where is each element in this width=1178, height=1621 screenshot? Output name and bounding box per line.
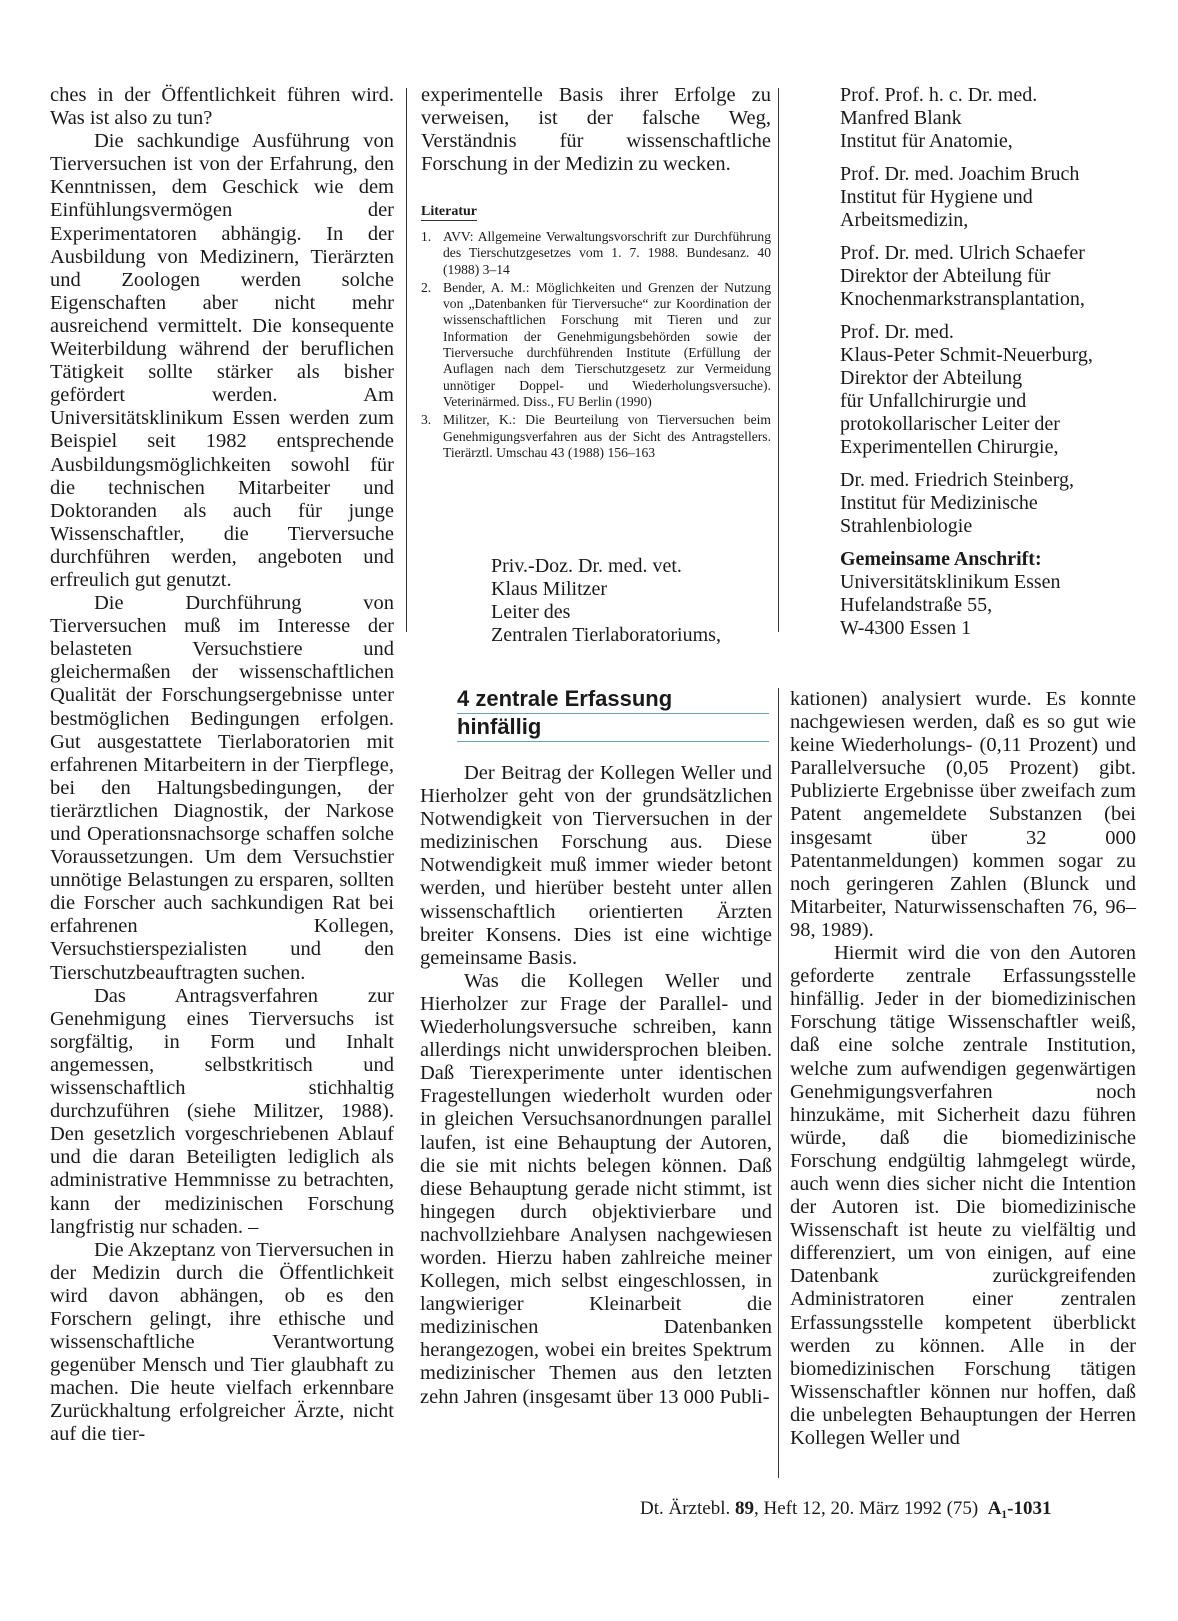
article-column-3 [790, 688, 1136, 1450]
author-block: Prof. Dr. med. Ulrich Schaefer Direktor der Abteilung für Knochenmarkstransplantation, [840, 242, 1085, 310]
paragraph: experimentelle Basis ihrer Erfolge zu verweisen, ist der falsche Weg, Verständnis für wissenschaftliche Forschung in der Medizin zu wecken. [421, 84, 771, 176]
page-footer: Dt. Ärztebl. 89, Heft 12, 20. März 1992 (75) A₁-1031 [640, 1498, 1052, 1519]
column-divider [406, 88, 407, 632]
author-signature: Priv.-Doz. Dr. med. vet. Klaus Militzer Leiter des Zentralen Tierlaboratoriums, [491, 555, 721, 646]
column-2-top-text [421, 84, 771, 176]
author-block: Prof. Dr. med. Klaus-Peter Schmit-Neuerburg, Direktor der Abteilung für Unfallchirurgie und protokollarischer Leiter der Experimentellen Chirurgie, [840, 321, 1093, 458]
literature-item: 2. Bender, A. M.: Möglichkeiten und Grenzen der Nutzung von „Datenbanken für Tierversuche“ zur Koordination der wissenschaftlichen Forschung mit Tieren und zur Information der Genehmigungsbehörden sowie der Tierversuche durchführenden Institute (Erfüllung der Auflagen nach dem Tierschutzgesetz zur Vermeidung unnötiger Doppel- und Wiederholungsversuche). Veterinärmed. Diss., FU Berlin (1990) [421, 279, 771, 409]
author-list [840, 84, 1150, 650]
paragraph: kationen) analysiert wurde. Es konnte nachgewiesen werden, daß es so gut wie keine Wiederholungs- (0,11 Prozent) und Parallelversuche (0,05 Prozent) gibt. Publizierte Ergebnisse über zweifach zum Patent angemeldete Substanzen (bei insgesamt über 32 000 Patentanmeldungen) kommen sogar zu noch geringeren Zahlen (Blunck und Mitarbeiter, Naturwissenschaften 76, 96–98, 1989). [790, 688, 1136, 941]
paragraph: Hiermit wird die von den Autoren geforderte zentrale Erfassungsstelle hinfällig. Jeder in der biomedizinischen Forschung tätige Wissenschaftler weiß, daß eine solche zentrale Institution, welche zum aufwendigen gegenwärtigen Genehmigungsverfahren noch hinzukäme, mit Sicherheit dazu führen würde, daß die biomedizinische Forschung endgültig lahmgelegt würde, auch wenn dies sicher nicht die Intention der Autoren ist. Die biomedizinische Wissenschaft ist heute zu vielfältig und differenziert, um von einigen, auf eine Datenbank zurückgreifenden Administratoren einer zentralen Erfassungsstelle kompetent überblickt werden zu können. Alle in der biomedizinischen Forschung tätigen Wissenschaftler können nur hoffen, daß die unbelegten Behauptungen der Herren Kollegen Weller und [790, 942, 1136, 1449]
article-heading: 4 zentrale Erfassung hinfällig [457, 686, 769, 742]
article-column-2 [420, 762, 772, 1409]
literature-item: 1. AVV: Allgemeine Verwaltungsvorschrift zur Durchführung des Tierschutzgesetzes vom 1. 7. 1988. Bundesanz. 40 (1988) 3–14 [421, 229, 771, 277]
paragraph: Die Akzeptanz von Tierversuchen in der Medizin durch die Öffentlichkeit wird davon abhängen, ob es den Forschern gelingt, ihre ethische und wissenschaftliche Verantwortung gegenüber Mensch und Tier glaubhaft zu machen. Die heute vielfach erkennbare Zurückhaltung erfolgreicher Ärzte, nicht auf die tier- [50, 1238, 394, 1446]
column-1 [50, 84, 394, 1447]
author-block: Dr. med. Friedrich Steinberg, Institut für Medizinische Strahlenbiologie [840, 469, 1075, 537]
column-divider [778, 688, 779, 1478]
paragraph: Das Antragsverfahren zur Genehmigung eines Tierversuchs ist sorgfältig, in Form und Inhalt angemessen, selbstkritisch und wissenschaftlich stichhaltig durchzuführen (siehe Militzer, 1988). Den gesetzlich vorgeschriebenen Ablauf und die daran Beteiligten lediglich als administrative Hemmnisse zu betrachten, kann der medizinischen Forschung langfristig nur schaden. – [50, 984, 394, 1238]
address-label: Gemeinsame Anschrift: [840, 548, 1042, 570]
literature-item: 3. Militzer, K.: Die Beurteilung von Tierversuchen beim Genehmigungsverfahren aus der Sicht des Antragstellers. Tierärztl. Umschau 43 (1988) 156–163 [421, 412, 771, 460]
address-block: Gemeinsame Anschrift: Universitätsklinikum Essen Hufelandstraße 55, W-4300 Essen 1 [840, 548, 1061, 639]
column-divider [778, 88, 779, 632]
author-block: Prof. Dr. med. Joachim Bruch Institut für Hygiene und Arbeitsmedizin, [840, 163, 1080, 231]
paragraph: Die sachkundige Ausführung von Tierversuchen ist von der Erfahrung, den Kenntnissen, dem Geschick wie dem Einfühlungsvermögen der Experimentatoren abhängig. In der Ausbildung von Medizinern, Tierärzten und Zoologen werden solche Eigenschaften aber nicht mehr ausreichend vermittelt. Die konsequente Weiterbildung während der beruflichen Tätigkeit sollte stärker als bisher gefördert werden. Am Universitätsklinikum Essen werden zum Beispiel seit 1982 entsprechende Ausbildungsmöglichkeiten sowohl für die technischen Mitarbeiter und Doktoranden als auch für junge Wissenschaftler, die Tierversuche durchführen werden, angeboten und erfreulich gut genutzt. [50, 130, 394, 591]
author-block: Prof. Prof. h. c. Dr. med. Manfred Blank Institut für Anatomie, [840, 84, 1038, 152]
paragraph: ches in der Öffentlichkeit führen wird. Was ist also zu tun? [50, 84, 394, 130]
paragraph: Die Durchführung von Tierversuchen muß im Interesse der belasteten Versuchstiere und gleichermaßen der wissenschaftlichen Qualität der Forschungsergebnisse unter bestmöglichen Bedingungen erfolgen. Gut ausgestattete Tierlaboratorien mit erfahrenen Mitarbeitern in der Tierpflege, bei den Haltungsbedingungen, der tierärztlichen Diagnostik, der Narkose und Operationsnachsorge schaffen solche Voraussetzungen. Um dem Versuchstier unnötige Belastungen zu ersparen, sollten die Forscher auch sachkundigen Rat bei erfahrenen Kollegen, Versuchstierspezialisten und den Tierschutzbeauftragten suchen. [50, 592, 394, 984]
literature-list [421, 229, 771, 463]
literature-heading: Literatur [421, 204, 477, 219]
paragraph: Der Beitrag der Kollegen Weller und Hierholzer geht von der grundsätzlichen Notwendigkeit von Tierversuchen in der medizinischen Forschung aus. Diese Notwendigkeit muß immer wieder betont werden, und hierüber besteht unter allen wissenschaftlich orientierten Ärzten breiter Konsens. Dies ist eine wichtige gemeinsame Basis. [420, 762, 772, 969]
page-number: A₁-1031 [987, 1498, 1052, 1519]
paragraph: Was die Kollegen Weller und Hierholzer zur Frage der Parallel- und Wiederholungsversuche schreiben, kann allerdings nicht unwidersprochen bleiben. Daß Tierexperimente unter identischen Fragestellungen wiederholt wurden oder in gleichen Versuchsanordnungen parallel laufen, ist eine Behauptung der Autoren, die sie mit nichts belegen können. Daß diese Behauptung gerade nicht stimmt, ist hingegen durch objektivierbare und nachvollziehbare Analysen nachgewiesen worden. Hierzu haben zahlreiche meiner Kollegen, mich selbst eingeschlossen, in langwieriger Kleinarbeit die medizinischen Datenbanken herangezogen, wobei ein breites Spektrum medizinischer Themen aus den letzten zehn Jahren (insgesamt über 13 000 Publi- [420, 969, 772, 1408]
